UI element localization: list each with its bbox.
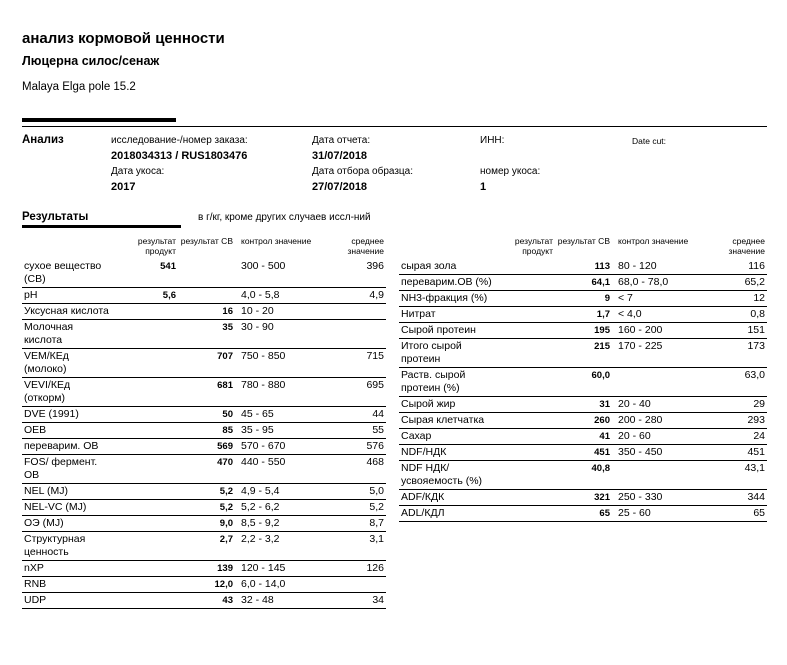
result-dm-cell: 35 [178,320,235,349]
result-product-cell [499,291,555,307]
table-row [22,593,386,609]
result-dm-cell: 195 [555,323,612,339]
average-value-cell: 3,1 [320,532,386,561]
results-table-left [22,235,386,609]
control-value-cell: 8,5 - 9,2 [235,516,320,532]
average-value-cell: 451 [699,445,767,461]
order-value: 2018034313 / RUS1803476 [111,150,248,162]
control-value-cell: 25 - 60 [612,506,699,522]
param-name-cell: RNB [22,577,115,593]
average-value-cell: 116 [699,259,767,275]
units-note: в г/кг, кроме других случаев иссл-ний [198,212,371,223]
param-name-cell: Молочная кислота [22,320,115,349]
harvest-date-label: Дата укоса: [111,166,165,177]
control-value-cell: 570 - 670 [235,439,320,455]
result-product-cell [115,516,178,532]
average-value-cell: 24 [699,429,767,445]
table-row [399,291,767,307]
result-dm-cell: 60,0 [555,368,612,397]
results-table-right [399,235,767,522]
average-value-cell: 344 [699,490,767,506]
control-value-cell: 30 - 90 [235,320,320,349]
date-cut-label: Date cut: [632,136,667,146]
param-name-cell: Уксусная кислота [22,304,115,320]
average-value-cell [320,304,386,320]
inn-label: ИНН: [480,135,505,146]
control-value-cell: < 7 [612,291,699,307]
table-row [399,368,767,397]
param-name-cell: Сахар [399,429,499,445]
param-name-cell: OEB [22,423,115,439]
param-name-cell: NEL (MJ) [22,484,115,500]
control-value-cell: 780 - 880 [235,378,320,407]
control-value-cell: 160 - 200 [612,323,699,339]
average-value-cell: 715 [320,349,386,378]
param-name-cell: DVE (1991) [22,407,115,423]
result-dm-cell: 65 [555,506,612,522]
result-product-cell [115,304,178,320]
result-dm-cell: 707 [178,349,235,378]
control-value-cell: 300 - 500 [235,259,320,288]
control-value-cell: 250 - 330 [612,490,699,506]
result-dm-cell: 9,0 [178,516,235,532]
result-product-cell [499,413,555,429]
table-row [399,461,767,490]
table-row [399,490,767,506]
table-row [22,439,386,455]
param-name-cell: ОЭ (MJ) [22,516,115,532]
table-row [399,339,767,368]
result-product-cell [115,439,178,455]
col-header-result-product: результат продукт [514,236,553,256]
result-product-cell [115,593,178,609]
control-value-cell [612,461,699,490]
col-header-result-dm: результат СВ [557,236,610,246]
average-value-cell: 576 [320,439,386,455]
analysis-section-label: Анализ [22,134,64,146]
harvest-date-value: 2017 [111,181,136,193]
table-row [22,532,386,561]
control-value-cell: 80 - 120 [612,259,699,275]
control-value-cell: 120 - 145 [235,561,320,577]
param-name-cell: VEM/КЕд (молоко) [22,349,115,378]
report-date-value: 31/07/2018 [312,150,368,162]
result-dm-cell: 5,2 [178,484,235,500]
table-row [399,275,767,291]
result-dm-cell: 64,1 [555,275,612,291]
param-name-cell: Сырая клетчатка [399,413,499,429]
result-dm-cell: 16 [178,304,235,320]
control-value-cell: 4,0 - 5,8 [235,288,320,304]
param-name-cell: NEL-VC (MJ) [22,500,115,516]
average-value-cell: 43,1 [699,461,767,490]
param-name-cell: сухое вещество (СВ) [22,259,115,288]
control-value-cell: 200 - 280 [612,413,699,429]
param-name-cell: Сырой жир [399,397,499,413]
sample-date-value: 27/07/2018 [312,181,368,193]
control-value-cell: 20 - 60 [612,429,699,445]
result-dm-cell: 113 [555,259,612,275]
table-row [22,320,386,349]
table-row [399,429,767,445]
param-name-cell: FOS/ фермент. ОВ [22,455,115,484]
result-product-cell [115,378,178,407]
result-product-cell [115,532,178,561]
param-name-cell: Итого сырой протеин [399,339,499,368]
cut-number-value: 1 [480,181,487,193]
result-dm-cell: 5,2 [178,500,235,516]
table-row [22,484,386,500]
table-row [22,288,386,304]
control-value-cell: 35 - 95 [235,423,320,439]
result-product-cell [115,407,178,423]
average-value-cell: 65 [699,506,767,522]
result-dm-cell: 260 [555,413,612,429]
param-name-cell: NDF/НДК [399,445,499,461]
control-value-cell: 20 - 40 [612,397,699,413]
table-row [22,407,386,423]
param-name-cell: Структурная ценность [22,532,115,561]
average-value-cell: 5,0 [320,484,386,500]
param-name-cell: сырая зола [399,259,499,275]
param-name-cell: NH3-фракция (%) [399,291,499,307]
col-header-control: контрол значение [618,236,689,246]
control-value-cell: < 4,0 [612,307,699,323]
result-dm-cell: 31 [555,397,612,413]
param-name-cell: VEVI/КЕд (откорм) [22,378,115,407]
result-product-cell: 541 [115,259,178,288]
header-thin-rule [22,126,767,127]
result-dm-cell: 50 [178,407,235,423]
control-value-cell: 45 - 65 [235,407,320,423]
table-row [399,445,767,461]
result-product-cell [115,577,178,593]
result-product-cell [499,339,555,368]
control-value-cell: 32 - 48 [235,593,320,609]
result-product-cell [115,349,178,378]
result-product-cell [499,397,555,413]
col-header-average: среднее значение [347,236,384,256]
param-name-cell: ADF/КДК [399,490,499,506]
control-value-cell: 68,0 - 78,0 [612,275,699,291]
average-value-cell: 126 [320,561,386,577]
result-product-cell [499,259,555,275]
control-value-cell: 6,0 - 14,0 [235,577,320,593]
table-row [22,349,386,378]
result-product-cell [115,500,178,516]
table-row [22,561,386,577]
col-header-result-product: результат продукт [137,236,176,256]
result-dm-cell: 470 [178,455,235,484]
table-row [399,397,767,413]
result-product-cell [499,368,555,397]
average-value-cell: 4,9 [320,288,386,304]
result-product-cell [499,275,555,291]
table-row [22,577,386,593]
result-product-cell [115,561,178,577]
table-row [399,323,767,339]
control-value-cell [612,368,699,397]
sample-date-label: Дата отбора образца: [312,166,413,177]
report-subtitle: Люцерна силос/сенаж [22,54,160,68]
average-value-cell: 695 [320,378,386,407]
report-title: анализ кормовой ценности [22,30,225,47]
result-dm-cell: 681 [178,378,235,407]
average-value-cell: 468 [320,455,386,484]
table-row [399,506,767,522]
result-dm-cell: 1,7 [555,307,612,323]
control-value-cell: 440 - 550 [235,455,320,484]
result-product-cell [115,320,178,349]
table-row [399,259,767,275]
result-dm-cell: 569 [178,439,235,455]
table-row [22,378,386,407]
result-dm-cell: 451 [555,445,612,461]
table-row [22,455,386,484]
result-dm-cell: 43 [178,593,235,609]
result-product-cell [499,323,555,339]
average-value-cell: 34 [320,593,386,609]
control-value-cell: 4,9 - 5,4 [235,484,320,500]
control-value-cell: 170 - 225 [612,339,699,368]
result-product-cell [115,423,178,439]
cut-number-label: номер укоса: [480,166,541,177]
result-dm-cell: 9 [555,291,612,307]
control-value-cell: 5,2 - 6,2 [235,500,320,516]
result-product-cell: 5,6 [115,288,178,304]
result-product-cell [115,455,178,484]
param-name-cell: pH [22,288,115,304]
average-value-cell: 0,8 [699,307,767,323]
result-dm-cell [178,288,235,304]
col-header-result-dm: результат СВ [180,236,233,246]
result-product-cell [499,307,555,323]
param-name-cell: Раств. сырой протеин (%) [399,368,499,397]
average-value-cell: 151 [699,323,767,339]
col-header-average: среднее значение [728,236,765,256]
table-row [22,516,386,532]
param-name-cell: UDP [22,593,115,609]
control-value-cell: 750 - 850 [235,349,320,378]
param-name-cell: переварим.ОВ (%) [399,275,499,291]
average-value-cell: 293 [699,413,767,429]
table-row [22,304,386,320]
order-label: исследование-/номер заказа: [111,135,248,146]
param-name-cell: Сырой протеин [399,323,499,339]
param-name-cell: ADL/КДЛ [399,506,499,522]
result-dm-cell: 139 [178,561,235,577]
result-dm-cell: 215 [555,339,612,368]
average-value-cell: 55 [320,423,386,439]
field-name: Malaya Elga pole 15.2 [22,81,136,93]
control-value-cell: 10 - 20 [235,304,320,320]
header-thick-rule [22,118,176,122]
control-value-cell: 2,2 - 3,2 [235,532,320,561]
result-product-cell [499,461,555,490]
average-value-cell: 396 [320,259,386,288]
average-value-cell: 5,2 [320,500,386,516]
average-value-cell [320,577,386,593]
table-row [399,413,767,429]
result-dm-cell: 85 [178,423,235,439]
results-rule [22,225,181,228]
result-dm-cell [178,259,235,288]
result-product-cell [499,445,555,461]
result-product-cell [499,490,555,506]
average-value-cell: 65,2 [699,275,767,291]
param-name-cell: переварим. ОВ [22,439,115,455]
average-value-cell: 8,7 [320,516,386,532]
table-row [22,423,386,439]
param-name-cell: NDF НДК/усвояемость (%) [399,461,499,490]
result-product-cell [499,506,555,522]
result-dm-cell: 321 [555,490,612,506]
col-header-control: контрол значение [241,236,312,246]
param-name-cell: Нитрат [399,307,499,323]
result-product-cell [499,429,555,445]
results-section-label: Результаты [22,211,89,223]
average-value-cell: 29 [699,397,767,413]
result-product-cell [115,484,178,500]
average-value-cell: 44 [320,407,386,423]
average-value-cell: 173 [699,339,767,368]
average-value-cell: 12 [699,291,767,307]
result-dm-cell: 2,7 [178,532,235,561]
average-value-cell [320,320,386,349]
result-dm-cell: 41 [555,429,612,445]
result-dm-cell: 40,8 [555,461,612,490]
table-row [399,307,767,323]
table-row [22,500,386,516]
average-value-cell: 63,0 [699,368,767,397]
control-value-cell: 350 - 450 [612,445,699,461]
table-row [22,259,386,288]
param-name-cell: nXP [22,561,115,577]
report-date-label: Дата отчета: [312,135,371,146]
result-dm-cell: 12,0 [178,577,235,593]
